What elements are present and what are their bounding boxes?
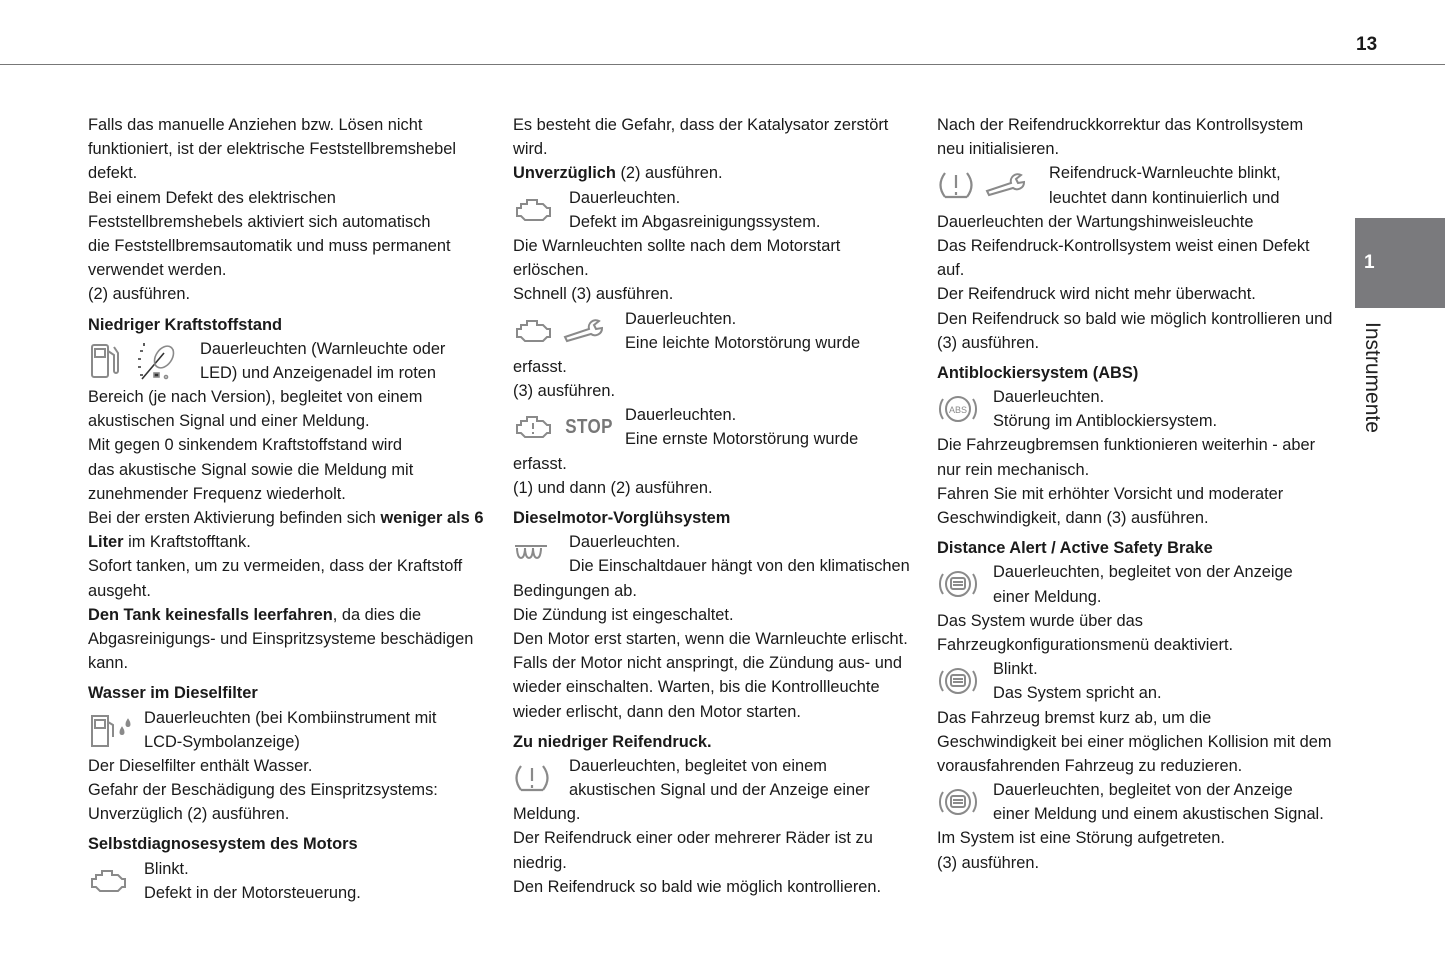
text-line: die Feststellbremsautomatik und muss permanent (88, 236, 451, 255)
text-segment: im Kraftstofftank. (123, 533, 251, 552)
warning-icons (937, 161, 1027, 209)
text-line: Unverzüglich (2) ausführen. (88, 805, 290, 824)
tire-pressure-icon (513, 760, 551, 796)
wrench-icon (561, 317, 605, 345)
engine-icon (513, 315, 553, 347)
text-line: Dauerleuchten, begleitet von der Anzeige (993, 781, 1293, 800)
paragraph (937, 706, 1352, 779)
text-line: Im System ist eine Störung aufgetreten. (937, 829, 1225, 848)
warning-icons (513, 530, 549, 578)
text-line: Dauerleuchten. (569, 533, 681, 552)
paragraph (513, 802, 928, 899)
section-heading: Selbstdiagnosesystem des Motors (88, 835, 358, 854)
text-line: Bedingungen ab. (513, 581, 637, 600)
text-line: vorausfahrenden Fahrzeug zu reduzieren. (937, 756, 1243, 775)
text-line: Falls der Motor nicht anspringt, die Zündung aus- und (513, 654, 903, 673)
warning-icons (513, 186, 553, 234)
text-line: Falls das manuelle Anziehen bzw. Lösen nicht (88, 116, 423, 134)
section-heading: Wasser im Dieselfilter (88, 684, 258, 703)
paragraph (937, 609, 1352, 657)
column-2 (513, 113, 928, 899)
text-line: (3) ausführen. (937, 333, 1040, 352)
paragraph (513, 113, 928, 186)
section-heading: Zu niedriger Reifendruck. (513, 732, 712, 751)
warning-description (1049, 161, 1352, 209)
text-line: LED) und Anzeigenadel im roten (200, 363, 436, 382)
warning-icons (88, 857, 128, 905)
text-line: erlöschen. (513, 261, 589, 280)
warning-light-row (937, 161, 1352, 209)
warning-description (144, 857, 503, 905)
header-rule (0, 64, 1445, 65)
text-line: das akustische Signal sowie die Meldung mit (88, 460, 414, 479)
text-line: zunehmender Frequenz wiederholt. (88, 484, 346, 503)
warning-description (200, 337, 503, 385)
warning-light-row (937, 385, 1352, 433)
warning-light-row (513, 403, 928, 451)
text-line: Sofort tanken, um zu vermeiden, dass der Kraftstoff (88, 557, 463, 576)
text-line: Den Reifendruck so bald wie möglich kontrollieren und (937, 309, 1333, 328)
text-line: Schnell (3) ausführen. (513, 285, 674, 304)
text-line: Gefahr der Beschädigung des Einspritzsystems: (88, 781, 438, 800)
safety-brake-icon (937, 784, 979, 820)
paragraph (513, 355, 928, 403)
warning-icons (88, 337, 178, 385)
bold-text: Unverzüglich (513, 164, 616, 183)
chapter-title: Instrumente (1361, 322, 1384, 433)
text-line: Der Dieselfilter enthält Wasser. (88, 756, 313, 775)
text-line: Dauerleuchten (bei Kombiinstrument mit (144, 708, 437, 727)
engine-alert-icon (513, 411, 553, 443)
text-line: akustischen Signal und einer Meldung. (88, 412, 370, 431)
safety-brake-icon (937, 566, 979, 602)
text-line: Dauerleuchten. (569, 188, 681, 207)
warning-light-row (513, 307, 928, 355)
paragraph (513, 234, 928, 307)
text-line: Das System wurde über das (937, 611, 1143, 630)
paragraph (937, 210, 1352, 355)
text-line: Bereich (je nach Version), begleitet von einem (88, 388, 423, 407)
chapter-number: 1 (1364, 252, 1375, 273)
text-line: Dauerleuchten. (993, 388, 1105, 407)
text-line: Das System spricht an. (993, 684, 1162, 703)
text-line: Die Warnleuchten sollte nach dem Motorstart (513, 236, 841, 255)
text-line: Reifendruck-Warnleuchte blinkt, (1049, 164, 1281, 183)
text-line: auf. (937, 261, 965, 280)
text-line: Dauerleuchten der Wartungshinweisleuchte (937, 212, 1254, 231)
warning-icons (513, 403, 617, 451)
text-line: erfasst. (513, 357, 567, 376)
text-line: (2) ausführen. (88, 285, 191, 304)
wrench-icon (983, 171, 1027, 199)
paragraph (513, 452, 928, 500)
warning-icons (937, 560, 979, 608)
text-line: Es besteht die Gefahr, dass der Katalysator zerstört (513, 116, 889, 134)
text-line: nur rein mechanisch. (937, 460, 1090, 479)
text-line: leuchtet dann kontinuierlich und (1049, 188, 1280, 207)
warning-icons (513, 307, 605, 355)
warning-light-row (513, 186, 928, 234)
column-1 (88, 113, 503, 905)
text-line: Bei einem Defekt des elektrischen (88, 188, 336, 207)
paragraph (88, 113, 503, 307)
text-line: Den Motor erst starten, wenn die Warnleuchte erlischt. (513, 629, 908, 648)
text-line: niedrig. (513, 853, 567, 872)
paragraph (513, 579, 928, 724)
text-line: (3) ausführen. (513, 382, 616, 401)
warning-light-row (513, 754, 928, 802)
text-line: Dauerleuchten, begleitet von der Anzeige (993, 563, 1293, 582)
text-line: neu initialisieren. (937, 140, 1060, 159)
text-line: einer Meldung und einem akustischen Signal. (993, 805, 1324, 824)
bold-text: Liter (88, 533, 124, 552)
text-segment: (2) ausführen. (615, 164, 723, 183)
text-line: ausgeht. (88, 581, 151, 600)
fuel-gauge-icon (130, 339, 178, 383)
warning-light-row (937, 560, 1352, 608)
text-line: Dauerleuchten (Warnleuchte oder (200, 339, 446, 358)
warning-description (144, 706, 503, 754)
stop-icon: STOP (565, 415, 613, 438)
text-line: kann. (88, 654, 129, 673)
text-line: Der Reifendruck wird nicht mehr überwacht. (937, 285, 1256, 304)
glow-plug-icon (513, 540, 549, 568)
text-line: wieder erlischt, dann den Motor starten. (513, 702, 801, 721)
text-line: verwendet werden. (88, 261, 227, 280)
text-line: erfasst. (513, 454, 567, 473)
bold-text: weniger als 6 (380, 509, 484, 527)
warning-light-row (513, 530, 928, 578)
text-line: Eine leichte Motorstörung wurde (625, 333, 861, 352)
text-line: akustischen Signal und der Anzeige einer (569, 781, 870, 800)
text-line: wieder einschalten. Warten, bis die Kontrollleuchte (513, 678, 880, 697)
page-number: 13 (1356, 34, 1378, 55)
section-heading: Distance Alert / Active Safety Brake (937, 539, 1213, 558)
text-line: LCD-Symbolanzeige) (144, 732, 300, 751)
text-line (513, 161, 928, 185)
text-line: Den Reifendruck so bald wie möglich kontrollieren. (513, 877, 882, 896)
warning-description (569, 530, 928, 578)
paragraph (937, 433, 1352, 530)
text-line: funktioniert, ist der elektrische Feststellbremshebel (88, 140, 457, 159)
text-line: Dauerleuchten. (625, 406, 737, 425)
text-line: Dauerleuchten. (625, 309, 737, 328)
text-line: Geschwindigkeit bei einer möglichen Kollision mit dem (937, 732, 1332, 751)
section-heading: Dieselmotor-Vorglühsystem (513, 509, 731, 527)
warning-icons (937, 657, 979, 705)
text-line: Defekt im Abgasreinigungssystem. (569, 212, 821, 231)
warning-description (993, 560, 1352, 608)
paragraph (937, 113, 1352, 161)
warning-description (625, 307, 928, 355)
text-line: wird. (513, 140, 548, 159)
text-line: Defekt in der Motorsteuerung. (144, 883, 361, 902)
paragraph (937, 826, 1352, 874)
water-in-fuel-icon (88, 710, 134, 750)
bold-text: Den Tank keinesfalls leerfahren (88, 605, 333, 624)
paragraph (88, 754, 503, 827)
column-3 (937, 113, 1352, 875)
warning-light-row (88, 706, 503, 754)
text-line: Störung im Antiblockiersystem. (993, 412, 1218, 431)
warning-light-row (937, 657, 1352, 705)
abs-icon (937, 391, 979, 427)
text-line: einer Meldung. (993, 587, 1102, 606)
fuel-pump-icon (88, 341, 122, 381)
text-line: (3) ausführen. (937, 853, 1040, 872)
text-line: Meldung. (513, 805, 581, 824)
text-line (88, 530, 503, 554)
text-line: Geschwindigkeit, dann (3) ausführen. (937, 509, 1209, 527)
warning-light-row (937, 778, 1352, 826)
text-line: Feststellbremshebels aktiviert sich automatisch (88, 212, 431, 231)
warning-description (569, 754, 928, 802)
warning-description (993, 385, 1352, 433)
text-line: Das Reifendruck-Kontrollsystem weist einen Defekt (937, 236, 1310, 255)
text-line: Dauerleuchten, begleitet von einem (569, 756, 827, 775)
text-segment: , da dies die (332, 605, 422, 624)
text-line: Abgasreinigungs- und Einspritzsysteme beschädigen (88, 629, 474, 648)
text-line: Mit gegen 0 sinkendem Kraftstoffstand wird (88, 436, 403, 455)
svg-text:ABS: ABS (948, 405, 968, 416)
engine-icon (513, 194, 553, 226)
warning-icons (937, 778, 979, 826)
text-line: Fahren Sie mit erhöhter Vorsicht und moderater (937, 484, 1284, 503)
warning-description (993, 778, 1352, 826)
text-line: Fahrzeugkonfigurationsmenü deaktiviert. (937, 635, 1234, 654)
paragraph (88, 385, 503, 675)
safety-brake-icon (937, 663, 979, 699)
engine-icon (88, 865, 128, 897)
warning-icons (88, 706, 134, 754)
warning-description (993, 657, 1352, 705)
warning-icons (513, 754, 551, 802)
text-line: Die Zündung ist eingeschaltet. (513, 605, 734, 624)
text-line: Nach der Reifendruckkorrektur das Kontrollsystem (937, 116, 1304, 134)
tire-pressure-icon (937, 167, 975, 203)
text-line: Die Fahrzeugbremsen funktionieren weiterhin - aber (937, 436, 1316, 455)
text-line: defekt. (88, 164, 138, 183)
text-line: Die Einschaltdauer hängt von den klimatischen (569, 557, 910, 576)
text-line: Blinkt. (993, 660, 1038, 679)
warning-description (625, 403, 928, 451)
text-line: Das Fahrzeug bremst kurz ab, um die (937, 708, 1212, 727)
text-line: Der Reifendruck einer oder mehrerer Räder ist zu (513, 829, 873, 848)
text-line: Blinkt. (144, 859, 189, 878)
warning-description (569, 186, 928, 234)
section-heading: Antiblockiersystem (ABS) (937, 363, 1139, 382)
section-heading: Niedriger Kraftstoffstand (88, 315, 282, 334)
text-line: (1) und dann (2) ausführen. (513, 478, 713, 497)
chapter-tab[interactable] (1355, 218, 1445, 308)
text-line: Eine ernste Motorstörung wurde (625, 430, 859, 449)
text-line (88, 506, 503, 530)
warning-light-row (88, 337, 503, 385)
text-segment: Bei der ersten Aktivierung befinden sich (88, 509, 381, 527)
text-line (88, 603, 503, 627)
warning-icons (937, 385, 979, 433)
warning-light-row (88, 857, 503, 905)
